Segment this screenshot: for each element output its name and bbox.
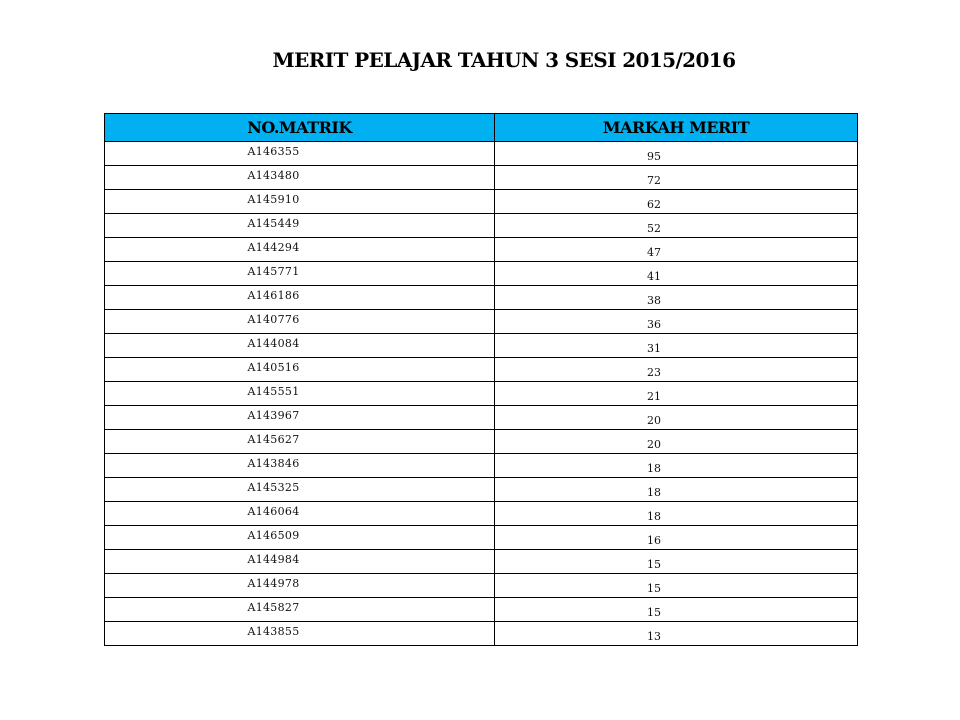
markah-cell: 15	[495, 550, 858, 574]
markah-cell: 36	[495, 310, 858, 334]
matrik-cell: A146355	[105, 142, 495, 166]
markah-cell: 13	[495, 622, 858, 646]
table-row	[105, 166, 858, 190]
table-row	[105, 574, 858, 598]
table-row	[105, 310, 858, 334]
markah-cell: 31	[495, 334, 858, 358]
table-row	[105, 214, 858, 238]
table-row	[105, 262, 858, 286]
table-row	[105, 502, 858, 526]
markah-cell: 62	[495, 190, 858, 214]
matrik-cell: A144294	[105, 238, 495, 262]
matrik-cell: A140516	[105, 358, 495, 382]
table-row	[105, 358, 858, 382]
markah-cell: 18	[495, 502, 858, 526]
markah-cell: 52	[495, 214, 858, 238]
markah-cell: 15	[495, 574, 858, 598]
matrik-cell: A145910	[105, 190, 495, 214]
table-row	[105, 142, 858, 166]
markah-cell: 72	[495, 166, 858, 190]
markah-cell: 20	[495, 430, 858, 454]
matrik-cell: A146064	[105, 502, 495, 526]
markah-cell: 18	[495, 478, 858, 502]
table-row	[105, 238, 858, 262]
table-row	[105, 454, 858, 478]
markah-cell: 20	[495, 406, 858, 430]
matrik-cell: A146509	[105, 526, 495, 550]
matrik-cell: A145449	[105, 214, 495, 238]
column-header-matrik: NO.MATRIK	[105, 114, 495, 142]
table-header-row	[105, 114, 858, 142]
matrik-cell: A144978	[105, 574, 495, 598]
matrik-cell: A143480	[105, 166, 495, 190]
table-row	[105, 622, 858, 646]
table-row	[105, 430, 858, 454]
markah-cell: 41	[495, 262, 858, 286]
matrik-cell: A145325	[105, 478, 495, 502]
matrik-cell: A144984	[105, 550, 495, 574]
matrik-cell: A145627	[105, 430, 495, 454]
markah-cell: 23	[495, 358, 858, 382]
table-row	[105, 382, 858, 406]
matrik-cell: A145771	[105, 262, 495, 286]
page-title: MERIT PELAJAR TAHUN 3 SESI 2015/2016	[272, 48, 736, 72]
table-row	[105, 334, 858, 358]
table-row	[105, 550, 858, 574]
matrik-cell: A140776	[105, 310, 495, 334]
markah-cell: 21	[495, 382, 858, 406]
markah-cell: 18	[495, 454, 858, 478]
table-row	[105, 526, 858, 550]
markah-cell: 95	[495, 142, 858, 166]
markah-cell: 15	[495, 598, 858, 622]
matrik-cell: A145551	[105, 382, 495, 406]
matrik-cell: A146186	[105, 286, 495, 310]
merit-table	[104, 113, 858, 646]
table-row	[105, 190, 858, 214]
matrik-cell: A143855	[105, 622, 495, 646]
matrik-cell: A145827	[105, 598, 495, 622]
markah-cell: 47	[495, 238, 858, 262]
markah-cell: 16	[495, 526, 858, 550]
table-row	[105, 478, 858, 502]
table-row	[105, 598, 858, 622]
table-row	[105, 286, 858, 310]
table-row	[105, 406, 858, 430]
matrik-cell: A143846	[105, 454, 495, 478]
column-header-markah: MARKAH MERIT	[495, 114, 858, 142]
matrik-cell: A143967	[105, 406, 495, 430]
markah-cell: 38	[495, 286, 858, 310]
matrik-cell: A144084	[105, 334, 495, 358]
